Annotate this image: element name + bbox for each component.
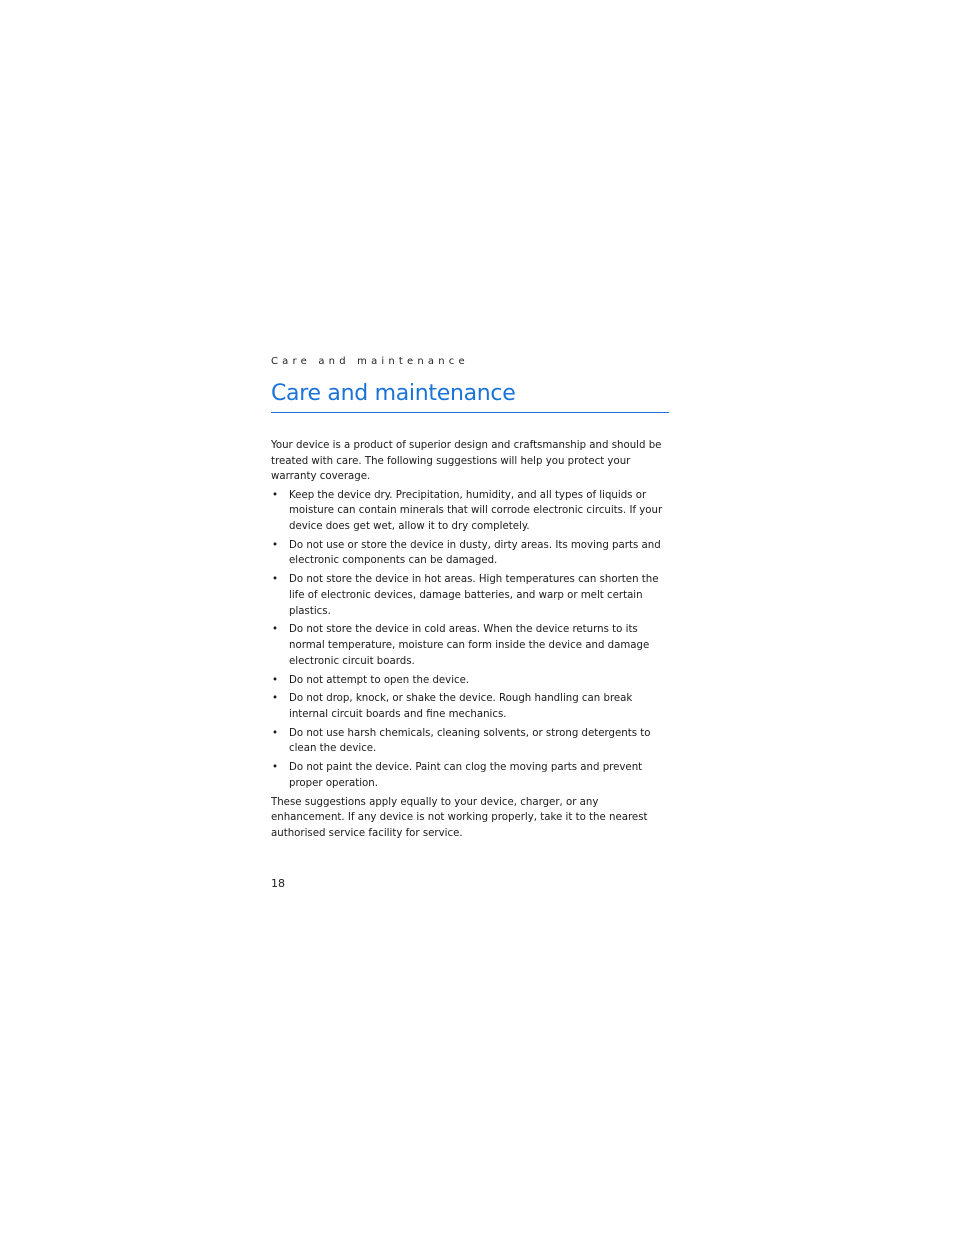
- document-page: [271, 354, 669, 892]
- list-item: [271, 572, 669, 619]
- list-item-text: Do not attempt to open the device.: [289, 674, 470, 686]
- list-item-text: Do not store the device in hot areas. High temperatures can shorten the life of electronic devices, damage batteries, and warp or melt certain plastics.: [289, 574, 659, 617]
- bullet-icon: •: [272, 574, 279, 586]
- list-item-text: Keep the device dry. Precipitation, humidity, and all types of liquids or moisture can contain minerals that will corrode electronic circuits. If your device does get wet, allow it to dry completely.: [289, 489, 663, 532]
- bullet-icon: •: [272, 489, 279, 501]
- list-item-text: Do not use or store the device in dusty, dirty areas. Its moving parts and electronic components can be damaged.: [289, 539, 661, 567]
- list-item: [271, 538, 669, 569]
- list-item: [271, 622, 669, 669]
- bullet-icon: •: [272, 539, 279, 551]
- intro-paragraph: Your device is a product of superior design and craftsmanship and should be treated with care. The following suggestions will help you protect your warranty coverage.: [271, 440, 662, 483]
- list-item: [271, 488, 669, 535]
- list-item: [271, 760, 669, 791]
- bullet-icon: •: [272, 693, 279, 705]
- list-item-text: Do not paint the device. Paint can clog the moving parts and prevent proper operation.: [289, 762, 643, 789]
- care-bullet-list: [271, 488, 669, 792]
- page-number: 18: [271, 876, 285, 890]
- bullet-icon: •: [272, 674, 279, 686]
- closing-paragraph: These suggestions apply equally to your device, charger, or any enhancement. If any device is not working properly, take it to the nearest authorised service facility for service.: [271, 796, 648, 840]
- running-header: Care and maintenance: [271, 356, 469, 367]
- bullet-icon: •: [272, 624, 279, 636]
- list-item: [271, 673, 669, 689]
- section-title: Care and maintenance: [271, 380, 669, 413]
- list-item-text: Do not drop, knock, or shake the device. Rough handling can break internal circuit boards and fine mechanics.: [289, 693, 633, 720]
- bullet-icon: •: [272, 762, 279, 774]
- list-item-text: Do not use harsh chemicals, cleaning solvents, or strong detergents to clean the device.: [289, 727, 651, 755]
- list-item: [271, 691, 669, 722]
- list-item: [271, 726, 669, 757]
- bullet-icon: •: [272, 727, 279, 739]
- list-item-text: Do not store the device in cold areas. When the device returns to its normal temperature, moisture can form inside the device and damage electronic circuit boards.: [289, 624, 650, 667]
